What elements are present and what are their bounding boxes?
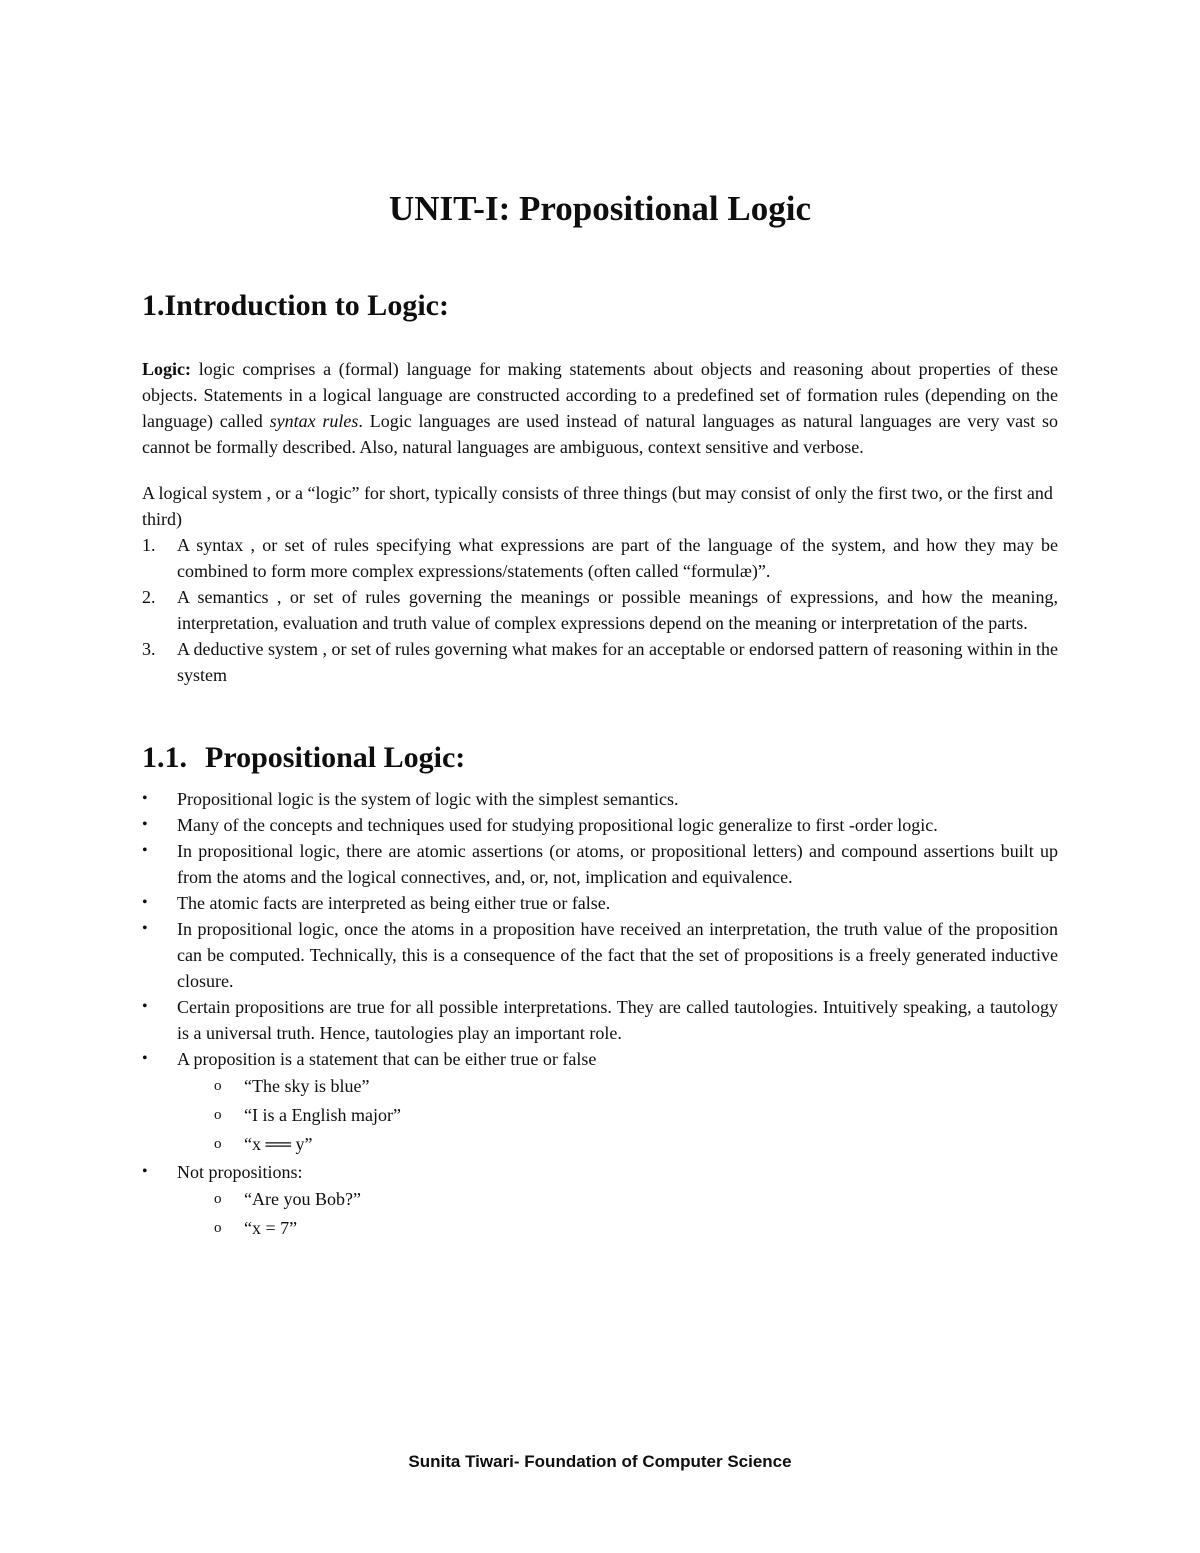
subitem-x-equals-y <box>214 1130 1058 1159</box>
list-item-text: A deductive system , or set of rules governing what makes for an acceptable or endorsed pattern of reasoning within in the system <box>177 639 1058 685</box>
bullet-text: Not propositions: <box>177 1162 303 1182</box>
bullet-icon: • <box>142 1050 148 1067</box>
bullet-icon: • <box>142 894 148 911</box>
propositional-logic-bullet-list <box>142 786 1058 1243</box>
bullet-icon: • <box>142 816 148 833</box>
bullet-text: Certain propositions are true for all possible interpretations. They are called tautologies. Intuitively speaking, a tautology is a universal truth. Hence, tautologies play an important role. <box>177 997 1058 1043</box>
logic-definition-text-1: logic comprises a (formal) language for making statements about objects and reasoning about properties of these objects. Statements in a logical language are constructed according to a predefined set of formation rules (depending on the language) called <box>142 359 1058 431</box>
bullet-icon: • <box>142 842 148 859</box>
sub-bullet-icon: o <box>214 1191 222 1207</box>
section-1-1-number: 1.1. <box>142 741 187 774</box>
subitem-text: “The sky is blue” <box>244 1076 370 1096</box>
subitem-text: “Are you Bob?” <box>244 1189 361 1209</box>
sub-bullet-icon: o <box>214 1220 222 1236</box>
bullet-atomic-assertions <box>142 838 1058 890</box>
section-1-title: Introduction to Logic: <box>164 289 449 322</box>
subitem-text: “x ══ y” <box>244 1134 313 1154</box>
list-item-text: A semantics , or set of rules governing the meanings or possible meanings of expressions, and how the meaning, interpretation, evaluation and truth value of complex expressions depend on the meaning or interpretation of the parts. <box>177 587 1058 633</box>
bullet-icon: • <box>142 920 148 937</box>
bullet-text: In propositional logic, there are atomic assertions (or atoms, or propositional letters) and compound assertions built up from the atoms and the logical connectives, and, or, not, implication and equivalence. <box>177 841 1058 887</box>
bullet-text: Propositional logic is the system of logic with the simplest semantics. <box>177 789 679 809</box>
not-proposition-examples-sublist <box>214 1185 1058 1243</box>
logical-system-paragraph: A logical system , or a “logic” for short, typically consists of three things (but may consist of only the first two, or the first and third) <box>142 483 1053 529</box>
subitem-are-you-bob <box>214 1185 1058 1214</box>
bullet-first-order <box>142 812 1058 838</box>
logic-definition-paragraph <box>142 356 1058 460</box>
bullet-atomic-facts <box>142 890 1058 916</box>
bullet-text: A proposition is a statement that can be either true or false <box>177 1049 597 1069</box>
bullet-truth-value <box>142 916 1058 994</box>
page-footer: Sunita Tiwari- Foundation of Computer Science <box>408 1452 792 1471</box>
subitem-text: “x = 7” <box>244 1218 298 1238</box>
sub-bullet-icon: o <box>214 1136 222 1152</box>
bullet-simplest-semantics <box>142 786 1058 812</box>
bullet-text: Many of the concepts and techniques used for studying propositional logic generalize to first -order logic. <box>177 815 938 835</box>
syntax-rules-italic: syntax rules <box>269 411 359 431</box>
bullet-text: The atomic facts are interpreted as being either true or false. <box>177 893 611 913</box>
list-item-text: A syntax , or set of rules specifying what expressions are part of the language of the system, and how they may be combined to form more complex expressions/statements (often called “formulæ)”. <box>177 535 1058 581</box>
subitem-text: “I is a English major” <box>244 1105 401 1125</box>
bullet-icon: • <box>142 790 148 807</box>
section-1-number: 1. <box>142 289 165 322</box>
bullet-proposition-definition <box>142 1046 1058 1072</box>
list-number: 3. <box>142 639 156 659</box>
proposition-examples-sublist <box>214 1072 1058 1159</box>
bullet-icon: • <box>142 998 148 1015</box>
bullet-text: In propositional logic, once the atoms in a proposition have received an interpretation, the truth value of the proposition can be computed. Technically, this is a consequence of the fact that the set of propositions is a freely generated inductive closure. <box>177 919 1058 991</box>
page-title: UNIT-I: Propositional Logic <box>389 189 811 228</box>
list-number: 2. <box>142 587 156 607</box>
subitem-english-major <box>214 1101 1058 1130</box>
sub-bullet-icon: o <box>214 1107 222 1123</box>
sub-bullet-icon: o <box>214 1078 222 1094</box>
list-item-syntax <box>142 532 1058 584</box>
section-1-heading <box>142 286 1058 326</box>
list-item-deductive-system <box>142 636 1058 688</box>
logic-definition-lead: Logic: <box>142 359 191 379</box>
bullet-icon: • <box>142 1163 148 1180</box>
logic-definition-text-2: . Logic languages are used instead of natural languages as natural languages are very vast so cannot be formally described. Also, natural languages are ambiguous, context sensitive and verbose. <box>142 411 1059 457</box>
logical-system-numbered-list <box>142 532 1058 688</box>
bullet-not-propositions <box>142 1159 1058 1185</box>
subitem-x-equals-7 <box>214 1214 1058 1243</box>
subitem-sky-is-blue <box>214 1072 1058 1101</box>
list-number: 1. <box>142 535 156 555</box>
section-1-1-heading <box>142 738 1058 778</box>
section-1-1-title: Propositional Logic: <box>205 741 466 774</box>
list-item-semantics <box>142 584 1058 636</box>
bullet-tautologies <box>142 994 1058 1046</box>
